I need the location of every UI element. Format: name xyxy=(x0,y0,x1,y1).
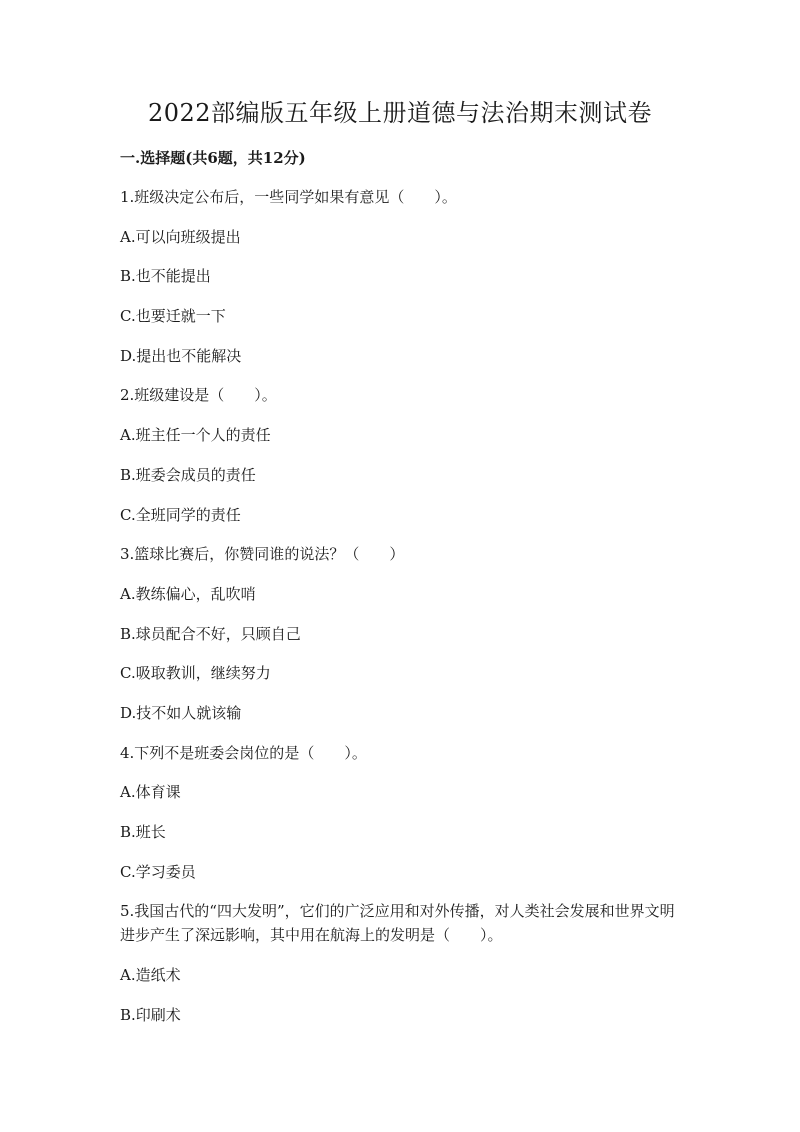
option-5a: A.造纸术 xyxy=(120,966,181,985)
option-3c: C.吸取教训，继续努力 xyxy=(120,664,271,683)
section-heading: 一.选择题(共6题，共12分) xyxy=(120,149,306,167)
question-list xyxy=(120,185,685,1042)
option-3b: B.球员配合不好，只顾自己 xyxy=(120,624,301,643)
question-stem-3: 3.篮球比赛后，你赞同谁的说法？（ ） xyxy=(120,545,405,564)
option-1a: A.可以向班级提出 xyxy=(120,227,241,246)
option-1b: B.也不能提出 xyxy=(120,267,211,286)
option-2b: B.班委会成员的责任 xyxy=(120,465,256,484)
page-title: 2022部编版五年级上册道德与法治期末测试卷 xyxy=(147,99,653,127)
option-1c: C.也要迁就一下 xyxy=(120,307,226,326)
question-stem-5: 5.我国古代的“四大发明”，它们的广泛应用和对外传播，对人类社会发展和世界文明进步产生了深远影响，其中用在航海上的发明是（ ）。 xyxy=(120,902,675,945)
option-3a: A.教练偏心，乱吹哨 xyxy=(120,584,256,603)
question-stem-4: 4.下列不是班委会岗位的是（ ）。 xyxy=(120,743,367,762)
option-5b: B.印刷术 xyxy=(120,1005,181,1024)
option-2c: C.全班同学的责任 xyxy=(120,505,241,524)
option-4a: A.体育课 xyxy=(120,783,181,802)
question-stem-2: 2.班级建设是（ ）。 xyxy=(120,386,277,405)
option-4b: B.班长 xyxy=(120,823,166,841)
option-1d: D.提出也不能解决 xyxy=(120,346,242,365)
option-4c: C.学习委员 xyxy=(120,862,196,881)
question-stem-1: 1.班级决定公布后，一些同学如果有意见（ ）。 xyxy=(120,188,457,206)
option-3d: D.技不如人就该输 xyxy=(120,703,242,722)
option-2a: A.班主任一个人的责任 xyxy=(120,426,271,445)
